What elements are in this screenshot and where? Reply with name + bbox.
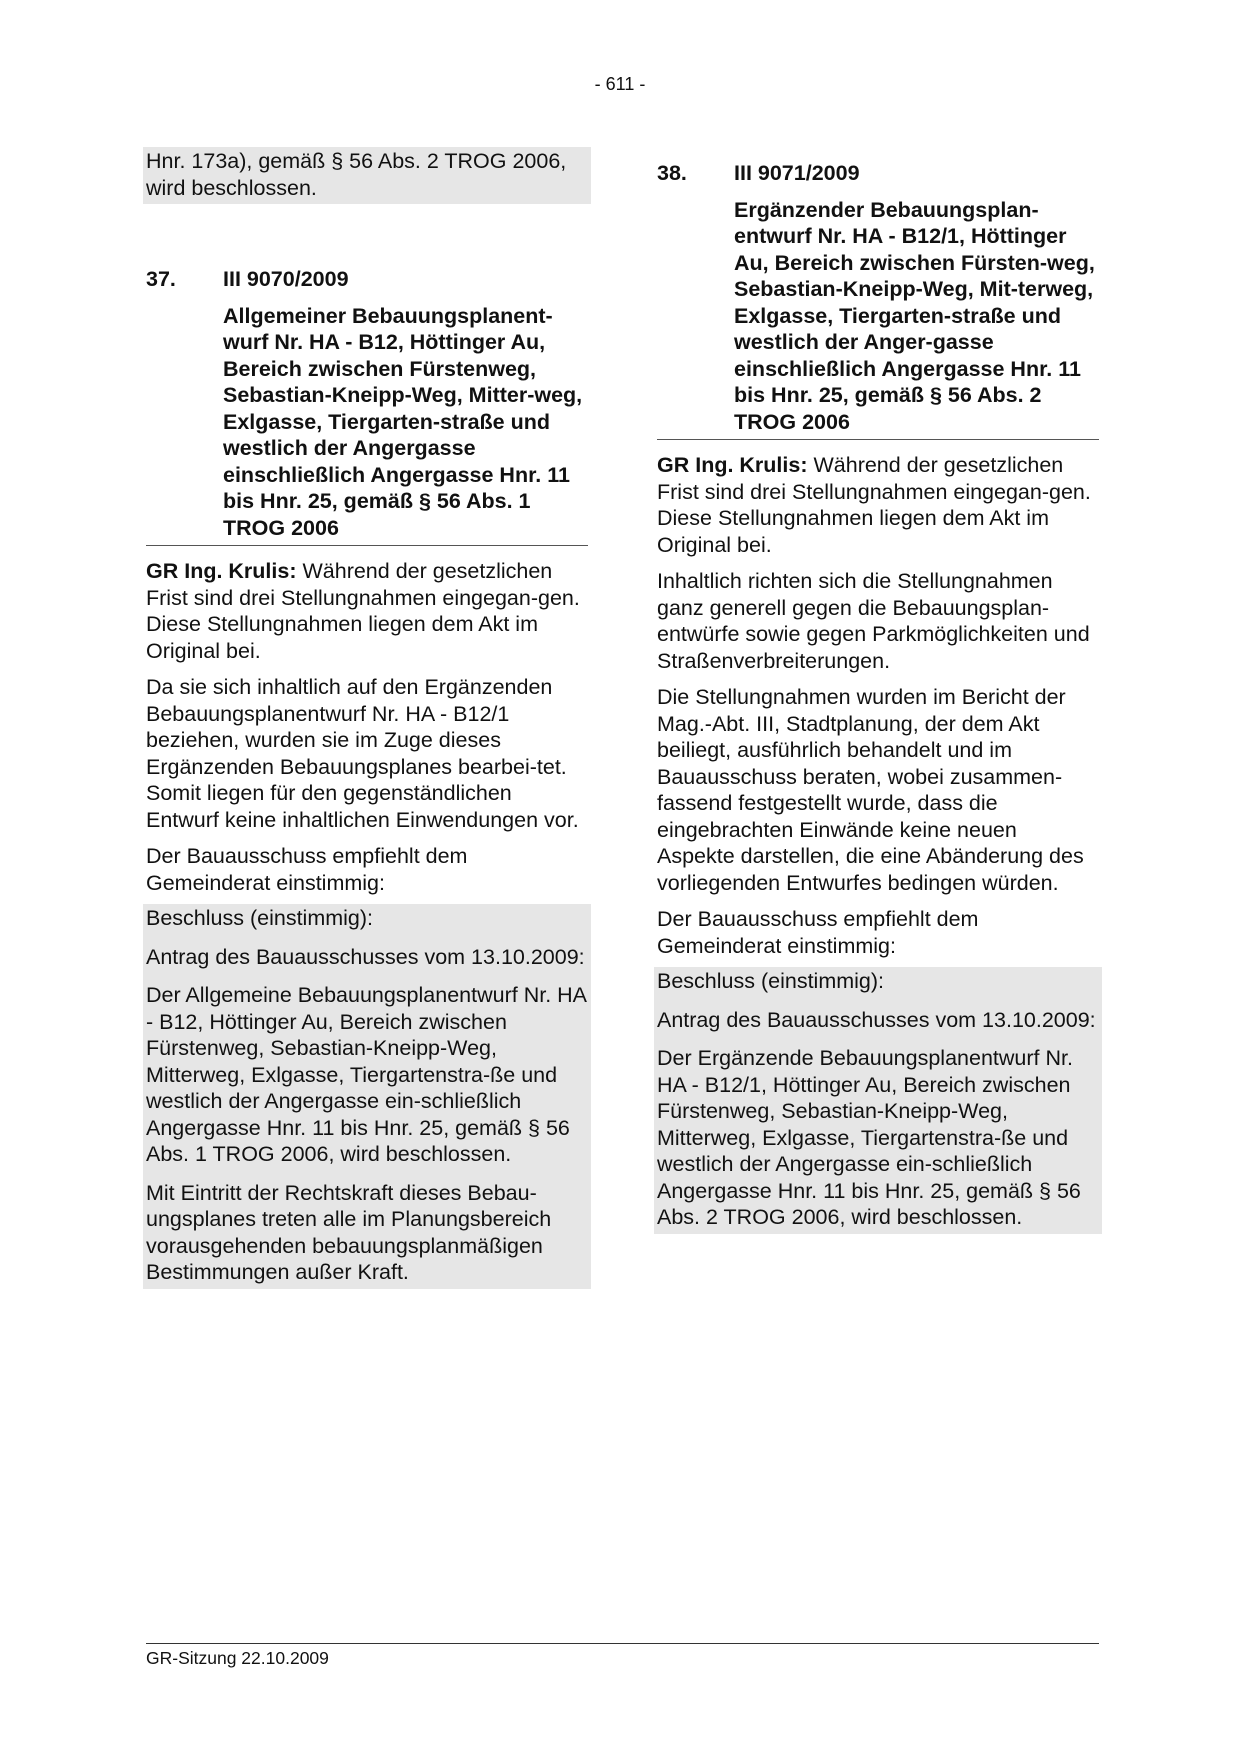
item-37-paragraph-3: Der Bauausschuss empfiehlt dem Gemeinderat einstimmig: [146,844,468,895]
item-38-reference: III 9071/2009 [734,161,860,185]
item-37-paragraph-2: Da sie sich inhaltlich auf den Ergänzenden Bebauungsplanentwurf Nr. HA - B12/1 beziehen, wurden sie im Zuge dieses Ergänzenden Bebauungsplanes bearbei-tet. Somit liegen für den gegenständlichen Entwurf keine inhaltlichen Einwendungen vor. [146,675,579,832]
item-38-paragraph-3: Die Stellungnahmen wurden im Bericht der Mag.-Abt. III, Stadtplanung, der dem Akt beiliegt, ausführlich behandelt und im Bauausschuss beraten, wobei zusammen-fassend festgestellt wurde, dass die eingebrachten Einwände keine neuen Aspekte darstellen, die eine Abänderung des vorliegenden Entwurfes bedingen würden. [657,685,1084,895]
item-38-paragraph-4: Der Bauausschuss empfiehlt dem Gemeinderat einstimmig: [657,907,979,958]
right-column [657,160,1099,1234]
item-37-title: Allgemeiner Bebauungsplanent-wurf Nr. HA - B12, Höttinger Au, Bereich zwischen Fürstenweg, Sebastian-Kneipp-Weg, Mitter-weg, Exlgasse, Tiergarten-straße und westlich der Angergasse einschließlich Angergasse Hnr. 11 bis Hnr. 25, gemäß § 56 Abs. 1 TROG 2006 [146,303,588,547]
speaker-name: GR Ing. Krulis: [146,559,297,583]
resolution-note: Mit Eintritt der Rechtskraft dieses Bebau-ungsplanes treten alle im Planungsbereich vorausgehenden bebauungsplanmäßigen Bestimmungen außer Kraft. [146,1180,552,1284]
item-38-number: 38. [657,161,687,185]
statement-text: Während der gesetzlichen Frist sind drei Stellungnahmen eingegan-gen. Diese Stellungnahmen liegen dem Akt im Original bei. [146,559,580,663]
item-38-statement [657,452,1099,558]
resolution-text: Der Ergänzende Bebauungsplanentwurf Nr. HA - B12/1, Höttinger Au, Bereich zwischen Fürstenweg, Sebastian-Kneipp-Weg, Mitterweg, Exlgasse, Tiergartenstra-ße und westlich der Angergasse ein-schließlich Angergasse Hnr. 11 bis Hnr. 25, gemäß § 56 Abs. 2 TROG 2006, wird beschlossen. [657,1046,1081,1229]
item-37-statement [146,558,588,664]
resolution-text: Der Allgemeine Bebauungsplanentwurf Nr. HA - B12, Höttinger Au, Bereich zwischen Fürstenweg, Sebastian-Kneipp-Weg, Mitterweg, Exlgasse, Tiergartenstra-ße und westlich der Angergasse ein-schließlich Angergasse Hnr. 11 bis Hnr. 25, gemäß § 56 Abs. 1 TROG 2006, wird beschlossen. [146,983,586,1166]
item-38 [657,160,1099,1234]
motion-text: Antrag des Bauausschusses vom 13.10.2009: [657,1007,1096,1032]
item-37-heading [146,266,588,293]
footer-text: GR-Sitzung 22.10.2009 [146,1648,329,1668]
item-38-resolution [654,967,1102,1234]
page-number: - 611 - [594,74,646,94]
left-column [146,147,588,1289]
footer-divider [146,1643,1099,1644]
item-37-number: 37. [146,267,176,291]
item-38-title: Ergänzender Bebauungsplan-entwurf Nr. HA - B12/1, Höttinger Au, Bereich zwischen Fürsten-weg, Sebastian-Kneipp-Weg, Mit-terweg, Exlgasse, Tiergarten-straße und westlich der Anger-gasse einschließlich Angergasse Hnr. 11 bis Hnr. 25, gemäß § 56 Abs. 2 TROG 2006 [657,197,1099,441]
resolution-label: Beschluss (einstimmig): [146,906,373,930]
continuation-block [143,147,591,204]
resolution-label: Beschluss (einstimmig): [657,969,884,993]
speaker-name: GR Ing. Krulis: [657,453,808,477]
continuation-text: Hnr. 173a), gemäß § 56 Abs. 2 TROG 2006, wird beschlossen. [146,149,567,200]
motion-text: Antrag des Bauausschusses vom 13.10.2009: [146,944,585,969]
item-38-heading [657,160,1099,187]
item-38-paragraph-2: Inhaltlich richten sich die Stellungnahmen ganz generell gegen die Bebauungsplan-entwürfe sowie gegen Parkmöglichkeiten und Straßenverbreiterungen. [657,569,1090,673]
item-37-reference: III 9070/2009 [223,267,349,291]
item-37-resolution [143,904,591,1289]
item-37 [146,266,588,1289]
statement-text: Während der gesetzlichen Frist sind drei Stellungnahmen eingegan-gen. Diese Stellungnahmen liegen dem Akt im Original bei. [657,453,1091,557]
